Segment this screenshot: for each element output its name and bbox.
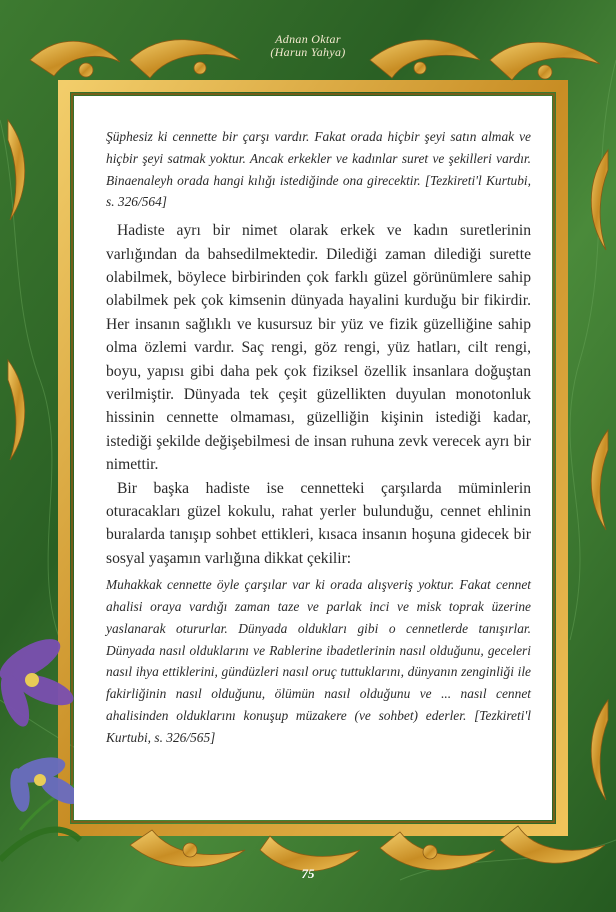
paragraph-2: Bir başka hadiste ise cennetteki çarşılarda müminlerin oturacakları güzel kokulu, rahat yerler bulunduğu, cennet ehlinin buralarda tanışıp sohbet ettikleri, kısaca insanın hoşuna gidecek bir sosyal yaşamın varlığına dikkat çekilir: — [106, 479, 531, 567]
author-name: Adnan Oktar — [275, 32, 341, 46]
page-number: 75 — [301, 866, 315, 881]
hadith-quote-1: Şüphesiz ki cennette bir çarşı vardır. Fakat orada hiçbir şeyi satın almak ve hiçbir şeyi satmak yoktur. Ancak erkekler ve kadınlar suret ve şekilleri vardır. Binaenaleyh orada hangi kılığı istediğinde ona girecektir. [Tezkireti'l Kurtubi, s. 326/564] — [106, 129, 531, 210]
hadith-quote-2: Muhakkak cennette öyle çarşılar var ki orada alışveriş yoktur. Fakat cennet ahalisi oraya vardığı zaman taze ve parlak inci ve misk toprak üzerine yaslanarak otururlar. Dünyada oldukları gibi o cennetlerde tanışırlar. Dünyada nasıl olduklarını ve Rablerine ibadetlerinin nasıl olduğunu, geceleri nasıl ihya ettiklerini, gündüzleri nasıl oruç tuttuklarını, dünyanın zenginliği ile fakirliğinin nasıl olduğunu, ölümün nasıl olduğunu ve ... nasıl cennet ahalisinden olduklarını konuşup müzakere (ve sohbet) ederler. [Tezkireti'l Kurtubi, s. 326/565] — [106, 577, 531, 745]
paragraph-1: Hadiste ayrı bir nimet olarak erkek ve kadın suretlerinin varlığından da bahsedilmektedir. Dilediği zaman dilediği surette olabilmek, böylece birbirinden çok farklı güzel görünümlere sahip olabilmek pek çok kimsenin dünyada hayalini kurduğu bir fikirdir. Her insanın sağlıklı ve kusursuz bir yüz ve fizik güzelliğine sahip olma özlemi vardır. Saç rengi, göz rengi, yüz hatları, cilt rengi, boyu, yapısı gibi daha pek çok fiziksel özellik insanlara doğuştan verilmiştir. Dünyada tek çeşit güzellikten duyulan monotonluk hissinin cennette olmaması, güzelliğin kişinin istediği kadar, istediği şekilde değişebilmesi de insan ruhuna zevk verecek ayrı bir nimettir. — [106, 222, 531, 474]
author-pen-name: (Harun Yahya) — [270, 45, 346, 59]
page-text — [106, 126, 531, 749]
